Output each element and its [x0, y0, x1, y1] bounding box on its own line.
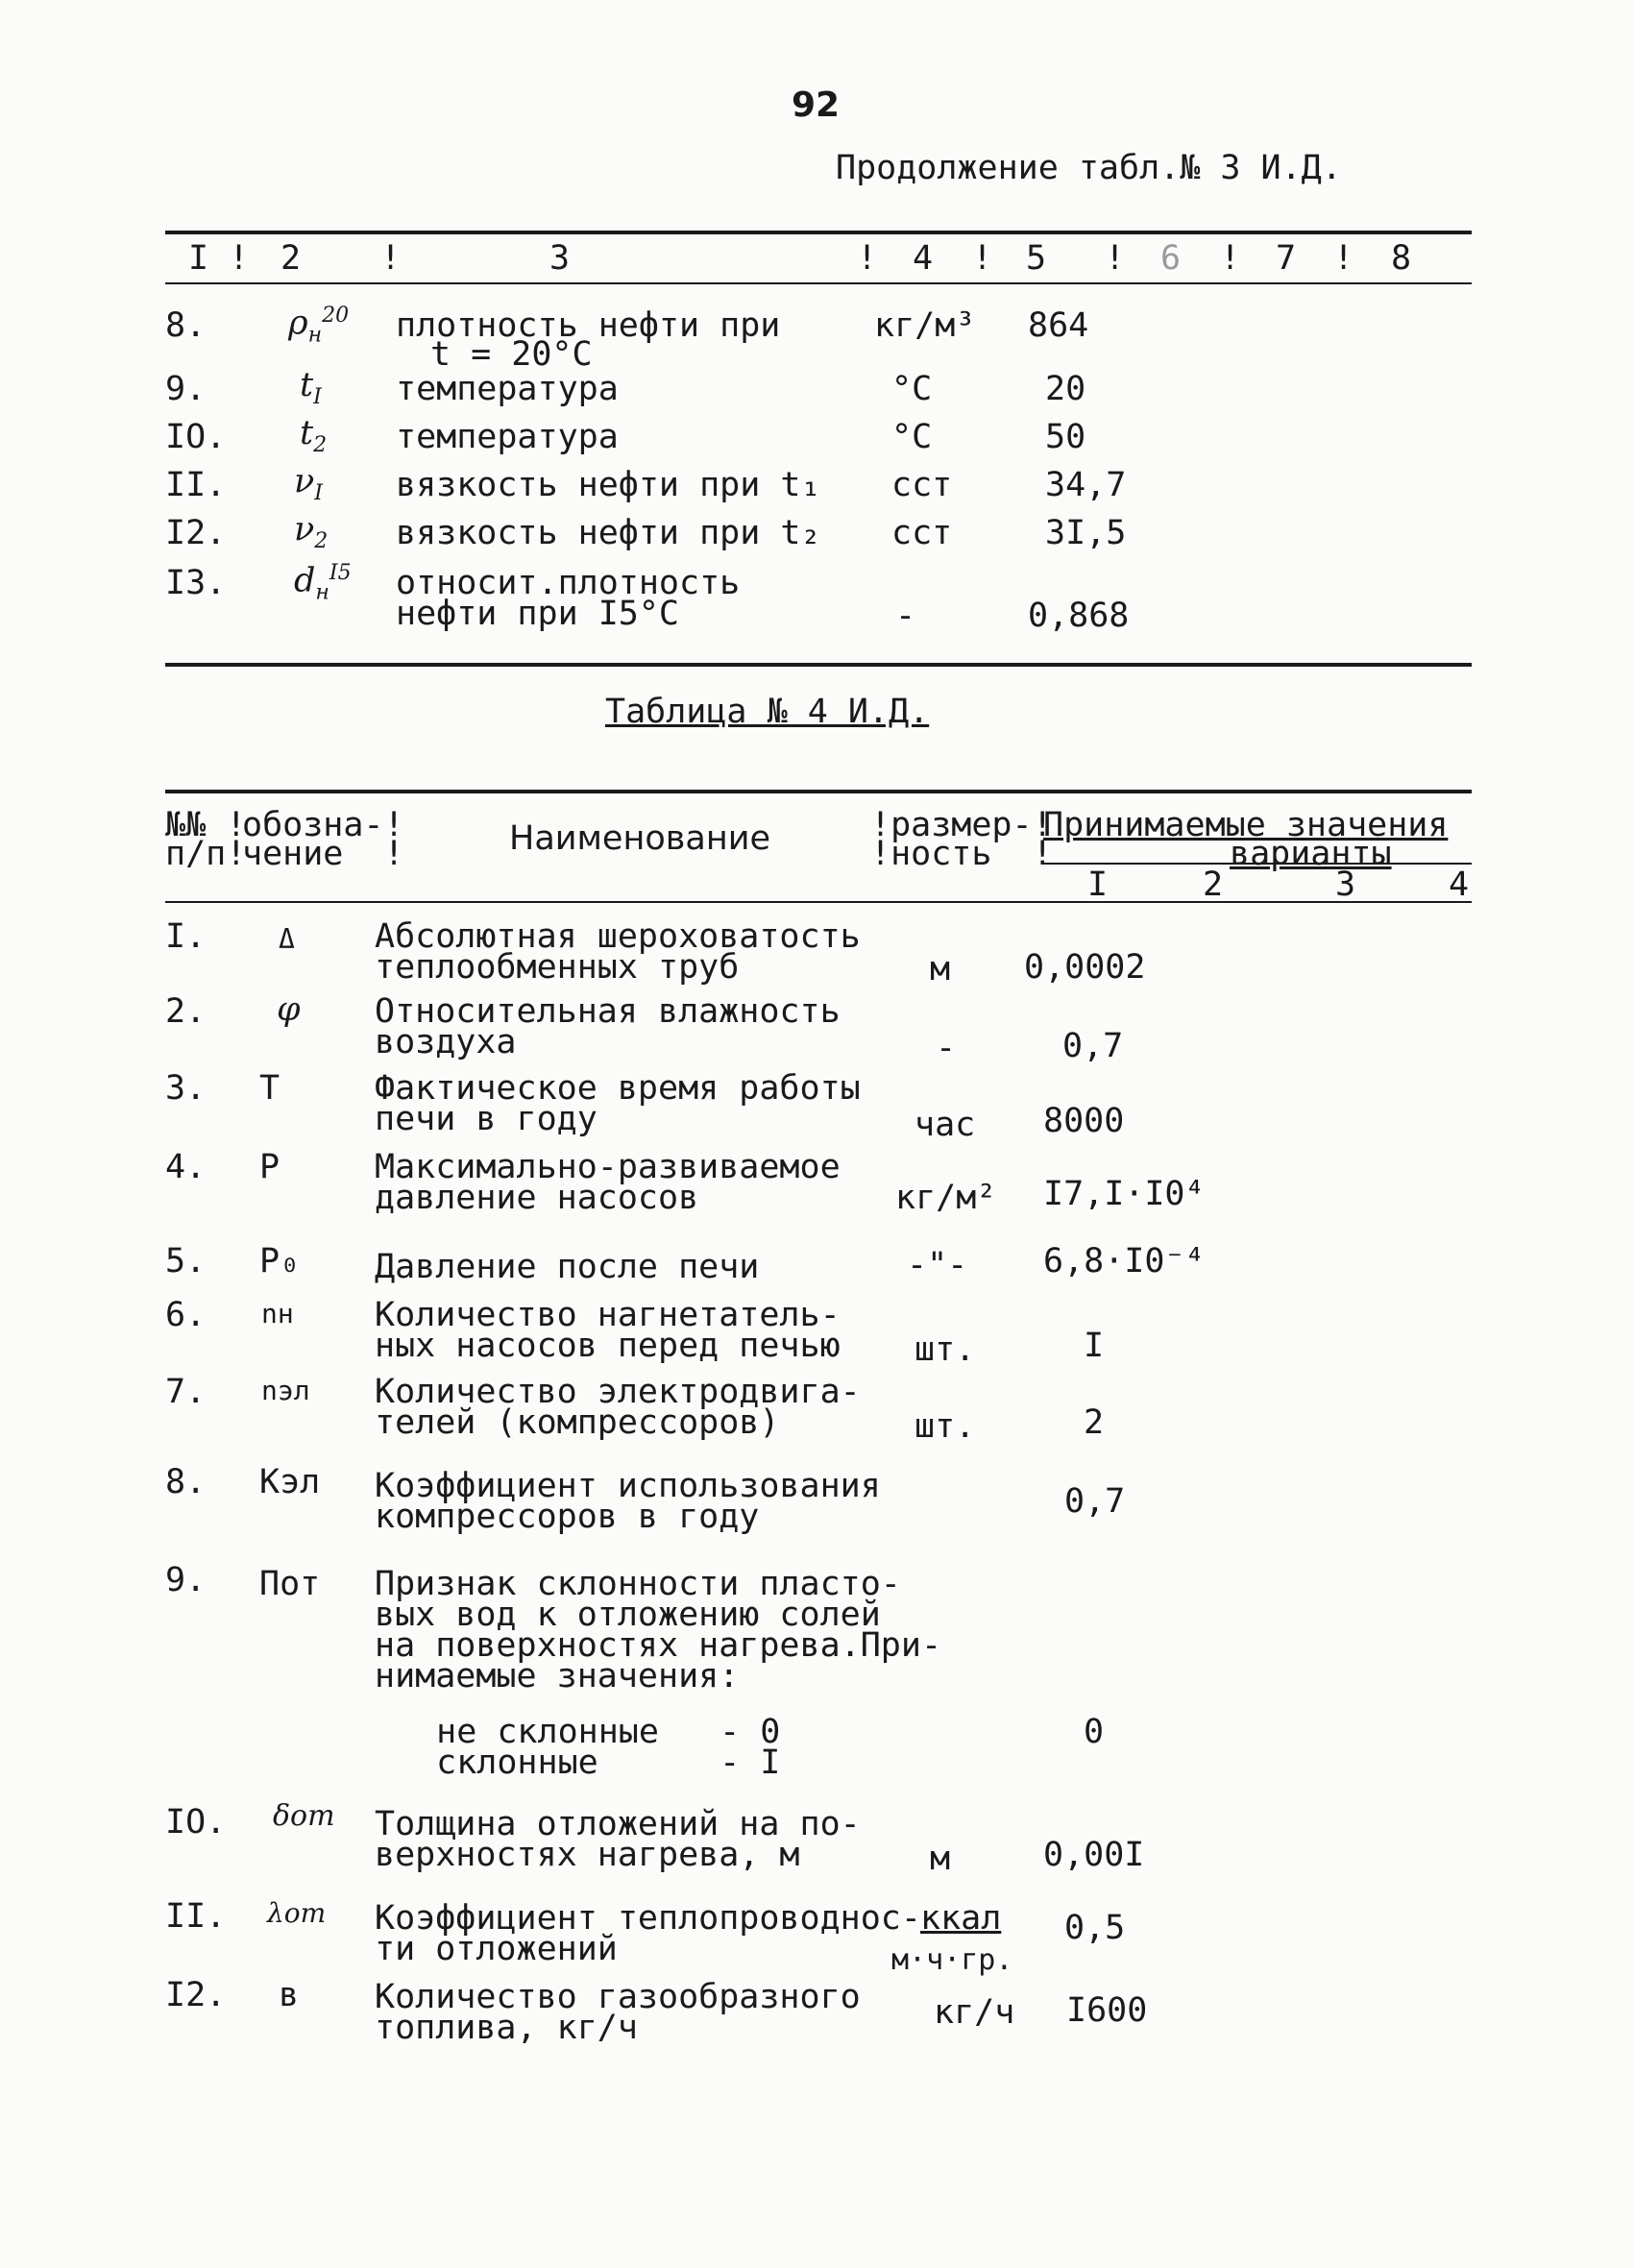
table3-header-col2: 2: [280, 239, 302, 278]
row-number: IO.: [165, 1803, 227, 1841]
row-value: 0,5: [1064, 1909, 1126, 1947]
row-name-line1: Коэффициент теплопроводнос-: [375, 1899, 921, 1938]
variants-rule: [1043, 863, 1472, 865]
row-name-line1: Максимально-развиваемое: [375, 1148, 841, 1186]
table3-header-sep: !: [857, 239, 878, 278]
humidity-symbol: φ: [277, 990, 301, 1029]
row-value: 0,00I: [1043, 1836, 1145, 1874]
row-value: 0,0002: [1024, 948, 1146, 987]
row-number: 6.: [165, 1296, 207, 1334]
header-num-line1: №№ !: [165, 806, 247, 844]
row-unit: сст: [891, 466, 953, 504]
table3-header-sep: !: [229, 239, 250, 278]
row-name: температура: [396, 370, 619, 408]
row-number: 5.: [165, 1242, 207, 1280]
page-number: 92: [792, 85, 841, 125]
header-unit-line1: !размер-!: [870, 806, 1053, 844]
row-unit: м: [930, 950, 951, 988]
table4-title: Таблица № 4 И.Д.: [605, 693, 930, 731]
row-name-line1: Признак склонности пласто-: [375, 1565, 901, 1603]
row-name: Давление после печи: [375, 1248, 760, 1286]
header-sym-line2: чение !: [242, 835, 404, 873]
table3-header-sep: !: [1220, 239, 1241, 278]
row-name-line2: верхностях нагрева, м: [375, 1836, 800, 1874]
row-number: 8.: [165, 306, 207, 345]
option-line1: не склонные - 0: [396, 1713, 781, 1751]
row-value: 0,868: [1028, 597, 1130, 635]
option-line2: склонные - I: [396, 1744, 781, 1782]
viscosity-symbol: $\nu_2$: [294, 510, 329, 553]
row-name-line2: компрессоров в году: [375, 1498, 760, 1536]
row-name-line1: Коэффициент использования: [375, 1467, 881, 1505]
row-number: I2.: [165, 1976, 227, 2014]
row-unit: м: [930, 1840, 951, 1878]
row-value: 6,8·I0⁻⁴: [1043, 1242, 1206, 1280]
pressure-after-symbol: P₀: [259, 1242, 301, 1280]
row-number: II.: [165, 1897, 227, 1936]
row-number: 9.: [165, 1561, 207, 1599]
row-unit: °C: [891, 370, 933, 408]
row-name-line4: нимаемые значения:: [375, 1657, 740, 1695]
row-value: 0,7: [1062, 1027, 1124, 1065]
row-name-line1: Количество электродвига-: [375, 1373, 861, 1411]
row-number: I3.: [165, 564, 227, 602]
pressure-symbol: P: [259, 1148, 280, 1186]
row-value: 2: [1084, 1403, 1105, 1442]
table3-header-col4: 4: [913, 239, 934, 278]
row-value: 34,7: [1045, 466, 1127, 504]
pumps-count-symbol: nн: [261, 1298, 294, 1329]
header-unit-line2: !ность !: [870, 835, 1053, 873]
time-symbol: T: [259, 1069, 280, 1108]
table4-header-rule: [165, 901, 1472, 903]
row-value: I: [1084, 1327, 1105, 1365]
fuel-amount-symbol: в: [279, 1976, 300, 2014]
table3-header-col1: I: [188, 239, 209, 278]
row-name-line2: телей (компрессоров): [375, 1403, 780, 1442]
row-name-line1: относит.плотность: [396, 564, 741, 602]
row-unit: час: [915, 1106, 976, 1144]
table4-top-rule: [165, 790, 1472, 793]
row-value: 50: [1045, 418, 1086, 456]
relative-density-symbol: $d_н^{I5}$: [294, 561, 352, 605]
row-unit: кг/м³: [874, 306, 976, 345]
table3-header-col5: 5: [1026, 239, 1047, 278]
row-name: вязкость нефти при t₁: [396, 466, 821, 504]
row-value: 0,7: [1064, 1482, 1126, 1521]
row-name-line1: Количество нагнетатель-: [375, 1296, 841, 1334]
row-number: 9.: [165, 370, 207, 408]
row-number: 3.: [165, 1069, 207, 1108]
row-number: 8.: [165, 1463, 207, 1501]
row-number: 2.: [165, 992, 207, 1031]
row-name-line2: ти отложений: [375, 1930, 618, 1968]
row-number: I2.: [165, 514, 227, 552]
row-unit: шт.: [915, 1407, 976, 1446]
row-value: 20: [1045, 370, 1086, 408]
row-name-line1: Абсолютная шероховатость: [375, 917, 861, 956]
row-number: IO.: [165, 418, 227, 456]
header-variants-label: варианты: [1230, 835, 1392, 873]
row-name-line2: ных насосов перед печью: [375, 1327, 841, 1365]
table3-top-rule: [165, 231, 1472, 234]
row-name-line1: Толщина отложений на по-: [375, 1805, 861, 1843]
table3-header-col8: 8: [1391, 239, 1412, 278]
row-value: I7,I·I0⁴: [1043, 1175, 1206, 1213]
row-name: вязкость нефти при t₂: [396, 514, 821, 552]
header-variant-4: 4: [1449, 866, 1470, 904]
header-sym-line1: обозна-!: [242, 806, 404, 844]
table3-header-sep: !: [1105, 239, 1126, 278]
row-unit: сст: [891, 514, 953, 552]
row-number: II.: [165, 466, 227, 504]
row-name-line2: давление насосов: [375, 1179, 699, 1217]
row-unit: -: [936, 1029, 957, 1067]
row-number: I.: [165, 917, 207, 956]
table3-bottom-rule: [165, 663, 1472, 667]
header-variant-1: I: [1087, 866, 1109, 904]
row-unit: -"-: [907, 1246, 968, 1284]
density-symbol: $\rho_н^{20}$: [288, 304, 350, 348]
viscosity-symbol: $\nu_I$: [294, 462, 323, 505]
row-unit-numerator: ккал: [920, 1899, 1002, 1938]
row-value: 0: [1084, 1713, 1105, 1751]
row-name-line2: топлива, кг/ч: [375, 2009, 638, 2047]
row-value: 864: [1028, 306, 1089, 345]
row-unit: -: [895, 597, 916, 635]
header-values-title: Принимаемые значения: [1043, 806, 1449, 844]
deposit-thickness-symbol: δот: [273, 1799, 335, 1833]
row-number: 7.: [165, 1373, 207, 1411]
continuation-title: Продолжение табл.№ 3 И.Д.: [836, 149, 1342, 187]
header-name: Наименование: [509, 819, 770, 858]
row-name-line2: нефти при I5°C: [396, 595, 680, 633]
table3-header-rule: [165, 282, 1472, 284]
row-value: 3I,5: [1045, 514, 1127, 552]
table3-header-col6: 6: [1160, 239, 1182, 278]
row-name-line1: Относительная влажность: [375, 992, 841, 1031]
row-unit: кг/ч: [934, 1993, 1015, 2032]
row-unit: шт.: [915, 1330, 976, 1369]
row-name: температура: [396, 418, 619, 456]
row-name-line2: теплообменных труб: [375, 948, 740, 987]
row-name-line2: воздуха: [375, 1023, 517, 1061]
row-name-line1: Фактическое время работы: [375, 1069, 861, 1108]
row-name-line2: вых вод к отложению солей: [375, 1596, 881, 1634]
roughness-symbol: Δ: [279, 923, 295, 955]
table3-header-sep: !: [972, 239, 993, 278]
row-unit: кг/м²: [895, 1179, 997, 1217]
table3-header-sep: !: [380, 239, 402, 278]
deposition-flag-symbol: Пот: [259, 1565, 321, 1603]
row-unit-denominator: м·ч·гр.: [891, 1943, 1013, 1977]
motors-count-symbol: nэл: [261, 1375, 310, 1406]
conductivity-symbol: λот: [267, 1897, 327, 1929]
row-name-line1: плотность нефти при: [396, 306, 781, 345]
row-number: 4.: [165, 1148, 207, 1186]
row-name-line2: печи в году: [375, 1100, 598, 1138]
row-value: I600: [1066, 1991, 1148, 2030]
table3-header-col7: 7: [1276, 239, 1297, 278]
header-variant-3: 3: [1335, 866, 1356, 904]
row-value: 8000: [1043, 1102, 1125, 1140]
table3-header-sep: !: [1333, 239, 1354, 278]
usage-coefficient-symbol: Kэл: [259, 1463, 321, 1501]
header-variant-2: 2: [1203, 866, 1224, 904]
temperature-symbol: $t_I$: [300, 366, 322, 409]
row-name-line1: Количество газообразного: [375, 1978, 861, 2016]
table3-header-col3: 3: [549, 239, 571, 278]
header-num-line2: п/п!: [165, 835, 247, 873]
temperature-symbol: $t_2$: [300, 414, 328, 457]
row-unit: °C: [891, 418, 933, 456]
row-name-line2: t = 20°C: [430, 335, 593, 374]
row-name-line3: на поверхностях нагрева.При-: [375, 1626, 942, 1665]
